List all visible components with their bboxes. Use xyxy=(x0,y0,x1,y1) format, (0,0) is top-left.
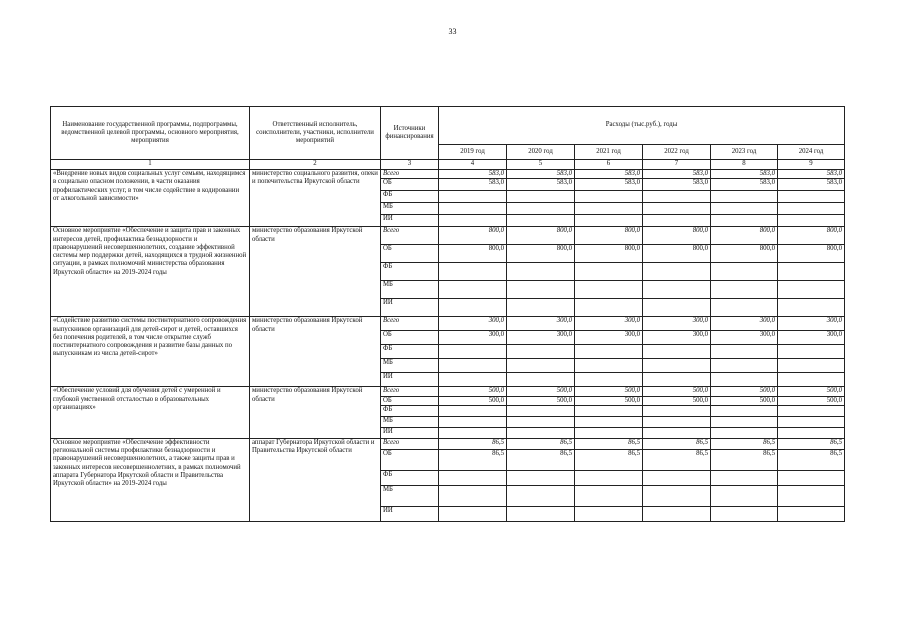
total-value: 86,5 xyxy=(575,438,643,449)
ob-value: 583,0 xyxy=(507,179,575,191)
total-value: 800,0 xyxy=(778,227,845,245)
empty-value-cell xyxy=(575,485,643,506)
total-value: 500,0 xyxy=(439,387,507,396)
empty-value-cell xyxy=(778,299,845,317)
empty-value-cell xyxy=(507,427,575,438)
ob-value: 583,0 xyxy=(711,179,778,191)
empty-value-cell xyxy=(507,470,575,485)
empty-value-cell xyxy=(439,345,507,359)
total-value: 583,0 xyxy=(507,170,575,179)
budget-table-body xyxy=(51,170,845,522)
funding-source: ФБ xyxy=(381,470,439,485)
empty-value-cell xyxy=(439,281,507,299)
empty-value-cell xyxy=(439,263,507,281)
empty-value-cell xyxy=(439,203,507,215)
empty-value-cell xyxy=(711,203,778,215)
funding-source: ОБ xyxy=(381,245,439,263)
measure-name: Основное мероприятие «Обеспечение и защита прав и законных интересов детей, профилактика безнадзорности и правонарушений несовершеннолетних, создание эффективной системы мер поддержки детей, находящихся в трудной жизненной ситуации, в рамках полномочий министерства образования Иркутской области» на 2019-2024 годы xyxy=(51,227,250,317)
empty-value-cell xyxy=(778,373,845,387)
empty-value-cell xyxy=(507,373,575,387)
column-number: 6 xyxy=(575,160,643,170)
empty-value-cell xyxy=(575,427,643,438)
total-value: 86,5 xyxy=(643,438,711,449)
page-number: 33 xyxy=(448,27,457,36)
empty-value-cell xyxy=(643,359,711,373)
total-value: 300,0 xyxy=(439,317,507,331)
ob-value: 583,0 xyxy=(778,179,845,191)
total-value: 583,0 xyxy=(575,170,643,179)
total-value: 86,5 xyxy=(778,438,845,449)
total-value: 583,0 xyxy=(711,170,778,179)
empty-value-cell xyxy=(643,299,711,317)
empty-value-cell xyxy=(507,263,575,281)
empty-value-cell xyxy=(643,191,711,203)
funding-source: ФБ xyxy=(381,191,439,203)
empty-value-cell xyxy=(711,427,778,438)
total-value: 300,0 xyxy=(711,317,778,331)
empty-value-cell xyxy=(507,405,575,416)
total-value: 86,5 xyxy=(507,438,575,449)
ob-value: 300,0 xyxy=(643,331,711,345)
empty-value-cell xyxy=(643,470,711,485)
header-executor: Ответственный исполнитель, соисполнители, участники, исполнители мероприятий xyxy=(250,107,381,160)
table-row xyxy=(51,317,845,331)
empty-value-cell xyxy=(711,485,778,506)
funding-source: ИИ xyxy=(381,373,439,387)
empty-value-cell xyxy=(575,506,643,521)
empty-value-cell xyxy=(778,203,845,215)
ob-value: 500,0 xyxy=(643,396,711,405)
measure-name: «Внедрение новых видов социальных услуг семьям, находящимся в социально опасном положении, в части оказания профилактических услуг, в том числе содействие в кодировании от алкогольной зависимости» xyxy=(51,170,250,227)
empty-value-cell xyxy=(439,359,507,373)
funding-source: МБ xyxy=(381,281,439,299)
measure-executor: министерство образования Иркутской области xyxy=(250,387,381,439)
empty-value-cell xyxy=(711,405,778,416)
empty-value-cell xyxy=(575,203,643,215)
ob-value: 800,0 xyxy=(711,245,778,263)
funding-source: Всего xyxy=(381,170,439,179)
total-value: 500,0 xyxy=(778,387,845,396)
header-year: 2020 год xyxy=(507,145,575,160)
budget-table xyxy=(50,106,845,522)
header-year: 2022 год xyxy=(643,145,711,160)
funding-source: ФБ xyxy=(381,263,439,281)
empty-value-cell xyxy=(778,470,845,485)
empty-value-cell xyxy=(711,470,778,485)
ob-value: 800,0 xyxy=(778,245,845,263)
empty-value-cell xyxy=(643,281,711,299)
measure-executor: министерство социального развития, опеки и попечительства Иркутской области xyxy=(250,170,381,227)
empty-value-cell xyxy=(643,485,711,506)
empty-value-cell xyxy=(778,485,845,506)
funding-source: ФБ xyxy=(381,345,439,359)
funding-source: ОБ xyxy=(381,396,439,405)
empty-value-cell xyxy=(575,373,643,387)
ob-value: 86,5 xyxy=(643,449,711,470)
empty-value-cell xyxy=(643,506,711,521)
empty-value-cell xyxy=(507,506,575,521)
ob-value: 583,0 xyxy=(575,179,643,191)
empty-value-cell xyxy=(575,345,643,359)
empty-value-cell xyxy=(575,263,643,281)
total-value: 583,0 xyxy=(778,170,845,179)
column-number: 1 xyxy=(51,160,250,170)
empty-value-cell xyxy=(507,281,575,299)
empty-value-cell xyxy=(507,299,575,317)
funding-source: Всего xyxy=(381,227,439,245)
empty-value-cell xyxy=(575,405,643,416)
empty-value-cell xyxy=(778,416,845,427)
funding-source: ОБ xyxy=(381,179,439,191)
ob-value: 800,0 xyxy=(507,245,575,263)
ob-value: 300,0 xyxy=(507,331,575,345)
measure-name: «Обеспечение условий для обучения детей с умеренной и глубокой умственной отсталостью в образовательных организациях» xyxy=(51,387,250,439)
total-value: 800,0 xyxy=(507,227,575,245)
column-number: 4 xyxy=(439,160,507,170)
empty-value-cell xyxy=(439,485,507,506)
total-value: 500,0 xyxy=(643,387,711,396)
empty-value-cell xyxy=(507,215,575,227)
empty-value-cell xyxy=(575,191,643,203)
total-value: 800,0 xyxy=(643,227,711,245)
funding-source: МБ xyxy=(381,359,439,373)
funding-source: Всего xyxy=(381,438,439,449)
funding-source: МБ xyxy=(381,416,439,427)
total-value: 300,0 xyxy=(643,317,711,331)
funding-source: Всего xyxy=(381,317,439,331)
header-source: Источники финансирования xyxy=(381,107,439,160)
ob-value: 86,5 xyxy=(711,449,778,470)
header-year: 2019 год xyxy=(439,145,507,160)
total-value: 300,0 xyxy=(507,317,575,331)
table-row xyxy=(51,170,845,179)
header-expenses: Расходы (тыс.руб.), годы xyxy=(439,107,845,145)
empty-value-cell xyxy=(507,203,575,215)
funding-source: ОБ xyxy=(381,331,439,345)
header-year: 2023 год xyxy=(711,145,778,160)
empty-value-cell xyxy=(711,373,778,387)
ob-value: 800,0 xyxy=(643,245,711,263)
total-value: 500,0 xyxy=(711,387,778,396)
total-value: 583,0 xyxy=(643,170,711,179)
empty-value-cell xyxy=(439,506,507,521)
funding-source: ИИ xyxy=(381,215,439,227)
empty-value-cell xyxy=(778,345,845,359)
empty-value-cell xyxy=(575,359,643,373)
empty-value-cell xyxy=(643,405,711,416)
ob-value: 583,0 xyxy=(643,179,711,191)
empty-value-cell xyxy=(507,191,575,203)
empty-value-cell xyxy=(778,215,845,227)
ob-value: 800,0 xyxy=(439,245,507,263)
total-value: 86,5 xyxy=(711,438,778,449)
empty-value-cell xyxy=(575,470,643,485)
ob-value: 500,0 xyxy=(575,396,643,405)
funding-source: МБ xyxy=(381,485,439,506)
table-row xyxy=(51,227,845,245)
ob-value: 500,0 xyxy=(711,396,778,405)
ob-value: 86,5 xyxy=(507,449,575,470)
total-value: 86,5 xyxy=(439,438,507,449)
funding-source: ОБ xyxy=(381,449,439,470)
empty-value-cell xyxy=(711,345,778,359)
empty-value-cell xyxy=(711,263,778,281)
ob-value: 583,0 xyxy=(439,179,507,191)
empty-value-cell xyxy=(643,416,711,427)
empty-value-cell xyxy=(575,299,643,317)
empty-value-cell xyxy=(439,427,507,438)
measure-executor: аппарат Губернатора Иркутской области и Правительства Иркутской области xyxy=(250,438,381,521)
empty-value-cell xyxy=(439,215,507,227)
header-name: Наименование государственной программы, подпрограммы, ведомственной целевой программы, основного мероприятия, мероприятия xyxy=(51,107,250,160)
empty-value-cell xyxy=(575,215,643,227)
ob-value: 500,0 xyxy=(778,396,845,405)
empty-value-cell xyxy=(778,506,845,521)
column-number: 7 xyxy=(643,160,711,170)
total-value: 500,0 xyxy=(507,387,575,396)
ob-value: 300,0 xyxy=(439,331,507,345)
column-number: 5 xyxy=(507,160,575,170)
empty-value-cell xyxy=(711,416,778,427)
funding-source: ИИ xyxy=(381,506,439,521)
empty-value-cell xyxy=(507,359,575,373)
ob-value: 500,0 xyxy=(507,396,575,405)
empty-value-cell xyxy=(439,416,507,427)
ob-value: 300,0 xyxy=(575,331,643,345)
header-year: 2021 год xyxy=(575,145,643,160)
total-value: 300,0 xyxy=(778,317,845,331)
empty-value-cell xyxy=(439,405,507,416)
total-value: 800,0 xyxy=(575,227,643,245)
ob-value: 500,0 xyxy=(439,396,507,405)
total-value: 500,0 xyxy=(575,387,643,396)
funding-source: ИИ xyxy=(381,427,439,438)
empty-value-cell xyxy=(711,215,778,227)
empty-value-cell xyxy=(778,359,845,373)
empty-value-cell xyxy=(507,416,575,427)
funding-source: МБ xyxy=(381,203,439,215)
empty-value-cell xyxy=(439,470,507,485)
empty-value-cell xyxy=(439,191,507,203)
ob-value: 300,0 xyxy=(778,331,845,345)
column-number: 9 xyxy=(778,160,845,170)
empty-value-cell xyxy=(507,345,575,359)
column-number: 8 xyxy=(711,160,778,170)
column-number: 3 xyxy=(381,160,439,170)
measure-name: «Содействие развитию системы постинтернатного сопровождения выпускников организаций для детей-сирот и детей, оставшихся без попечения родителей, в том числе открытие служб постинтернатного сопровождения и развитие базы данных по выпускникам из числа детей-сирот» xyxy=(51,317,250,387)
ob-value: 86,5 xyxy=(575,449,643,470)
empty-value-cell xyxy=(643,203,711,215)
table-row xyxy=(51,438,845,449)
total-value: 800,0 xyxy=(439,227,507,245)
total-value: 800,0 xyxy=(711,227,778,245)
funding-source: Всего xyxy=(381,387,439,396)
empty-value-cell xyxy=(711,281,778,299)
empty-value-cell xyxy=(711,359,778,373)
empty-value-cell xyxy=(778,191,845,203)
empty-value-cell xyxy=(643,215,711,227)
column-number: 2 xyxy=(250,160,381,170)
measure-executor: министерство образования Иркутской области xyxy=(250,227,381,317)
empty-value-cell xyxy=(778,281,845,299)
total-value: 583,0 xyxy=(439,170,507,179)
empty-value-cell xyxy=(711,191,778,203)
table-row xyxy=(51,387,845,396)
ob-value: 300,0 xyxy=(711,331,778,345)
funding-source: ФБ xyxy=(381,405,439,416)
empty-value-cell xyxy=(711,506,778,521)
funding-source: ИИ xyxy=(381,299,439,317)
empty-value-cell xyxy=(643,345,711,359)
total-value: 300,0 xyxy=(575,317,643,331)
ob-value: 86,5 xyxy=(439,449,507,470)
empty-value-cell xyxy=(643,263,711,281)
empty-value-cell xyxy=(778,263,845,281)
empty-value-cell xyxy=(778,427,845,438)
empty-value-cell xyxy=(643,427,711,438)
ob-value: 86,5 xyxy=(778,449,845,470)
empty-value-cell xyxy=(711,299,778,317)
empty-value-cell xyxy=(507,485,575,506)
empty-value-cell xyxy=(643,373,711,387)
empty-value-cell xyxy=(439,299,507,317)
measure-executor: министерство образования Иркутской области xyxy=(250,317,381,387)
empty-value-cell xyxy=(439,373,507,387)
empty-value-cell xyxy=(778,405,845,416)
measure-name: Основное мероприятие «Обеспечение эффективности региональной системы профилактики безнадзорности и правонарушений несовершеннолетних, а также защиты прав и законных интересов несовершеннолетних, в рамках полномочий аппарата Губернатора Иркутской области и Правительства Иркутской области» на 2019-2024 годы xyxy=(51,438,250,521)
header-year: 2024 год xyxy=(778,145,845,160)
empty-value-cell xyxy=(575,416,643,427)
empty-value-cell xyxy=(575,281,643,299)
ob-value: 800,0 xyxy=(575,245,643,263)
